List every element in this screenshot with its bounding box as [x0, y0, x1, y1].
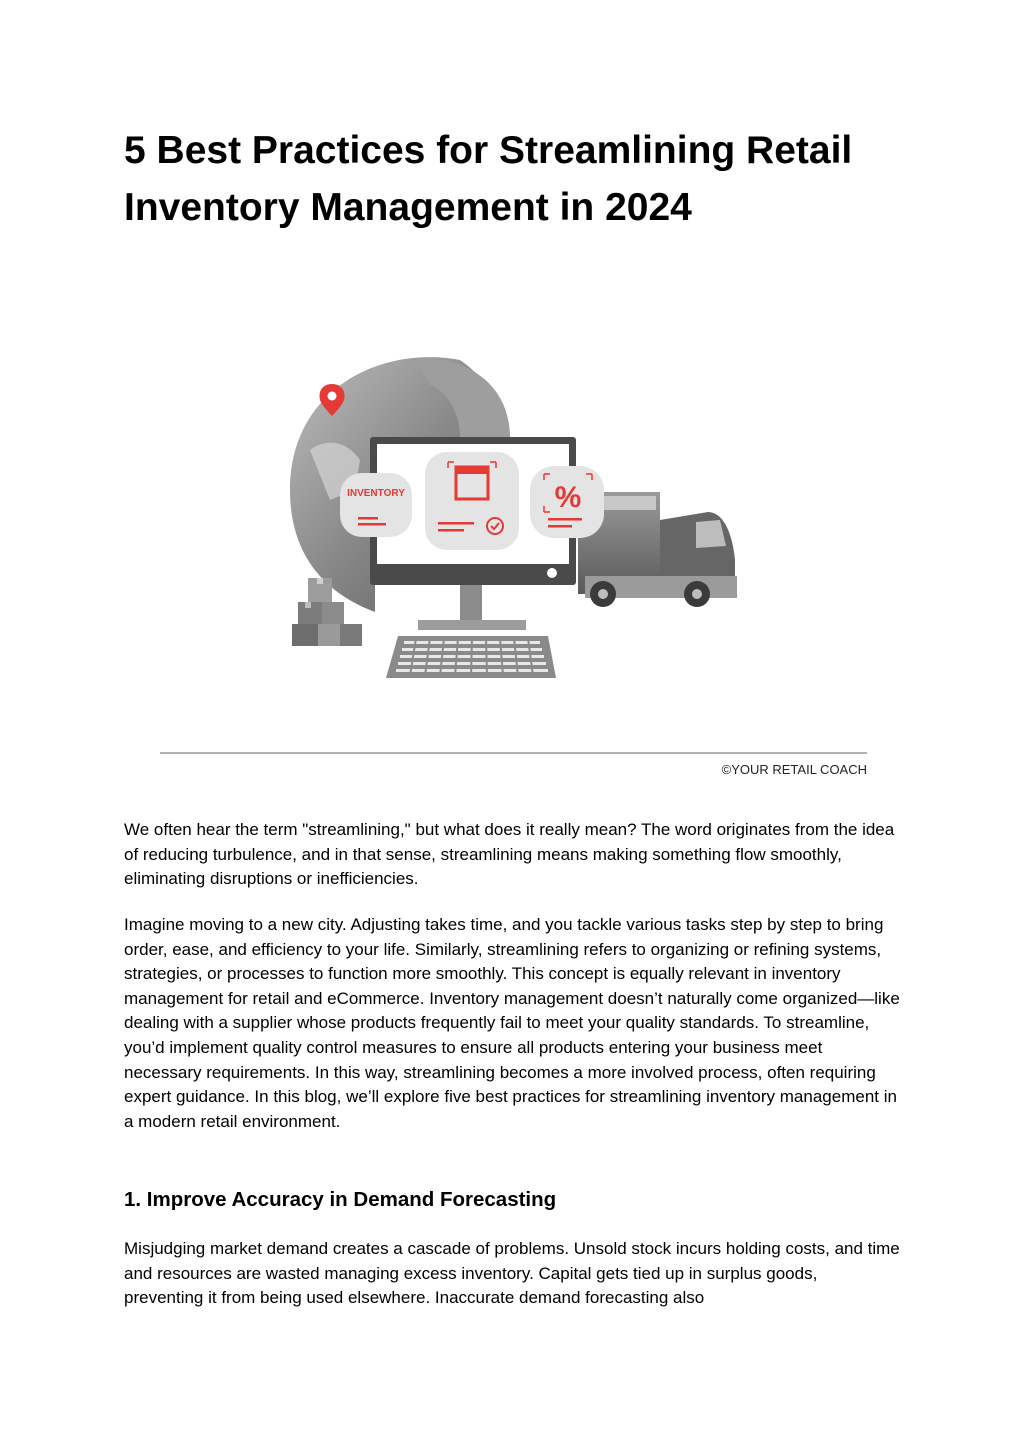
section-heading: 1. Improve Accuracy in Demand Forecasting — [124, 1188, 557, 1211]
watermark-text: ©YOUR RETAIL COACH — [721, 762, 867, 777]
intro-paragraph: We often hear the term "streamlining," but what does it really mean? The word originates from the idea of reducing turbulence, and in that sense, streamlining means making something flow smoothly, eliminating disruptions or inefficiencies. — [124, 820, 895, 889]
inventory-card-label: INVENTORY — [347, 488, 405, 499]
checklist-card — [425, 452, 519, 550]
inventory-card — [340, 473, 412, 537]
document-title: 5 Best Practices for Streamlining Retail Inventory Management in 2024 — [124, 129, 853, 229]
keyboard-icon — [386, 636, 556, 678]
hero-illustration — [160, 350, 868, 780]
percent-icon: % — [554, 481, 582, 514]
body-paragraph: Imagine moving to a new city. Adjusting takes time, and you tackle various tasks step by step to bring order, ease, and efficiency to your life. Similarly, streamlining refers to organizing or refining systems, strategies, or processes to function more smoothly. This concept is equally relevant in inventory management for retail and eCommerce. Inventory management doesn’t naturally come organized—like dealing with a supplier whose products frequently fail to meet your quality standards. To streamline, you’d implement quality control measures to ensure all products entering your business meet necessary requirements. In this way, streamlining becomes a more involved process, often requiring expert guidance. In this blog, we’ll explore five best practices for streamlining inventory management in a modern retail environment. — [124, 915, 900, 1131]
discount-card — [530, 466, 604, 538]
section-paragraph: Misjudging market demand creates a cascade of problems. Unsold stock incurs holding costs, and time and resources are wasted managing excess inventory. Capital gets tied up in surplus goods, preventing it from being used elsewhere. Inaccurate demand forecasting also — [124, 1239, 900, 1308]
